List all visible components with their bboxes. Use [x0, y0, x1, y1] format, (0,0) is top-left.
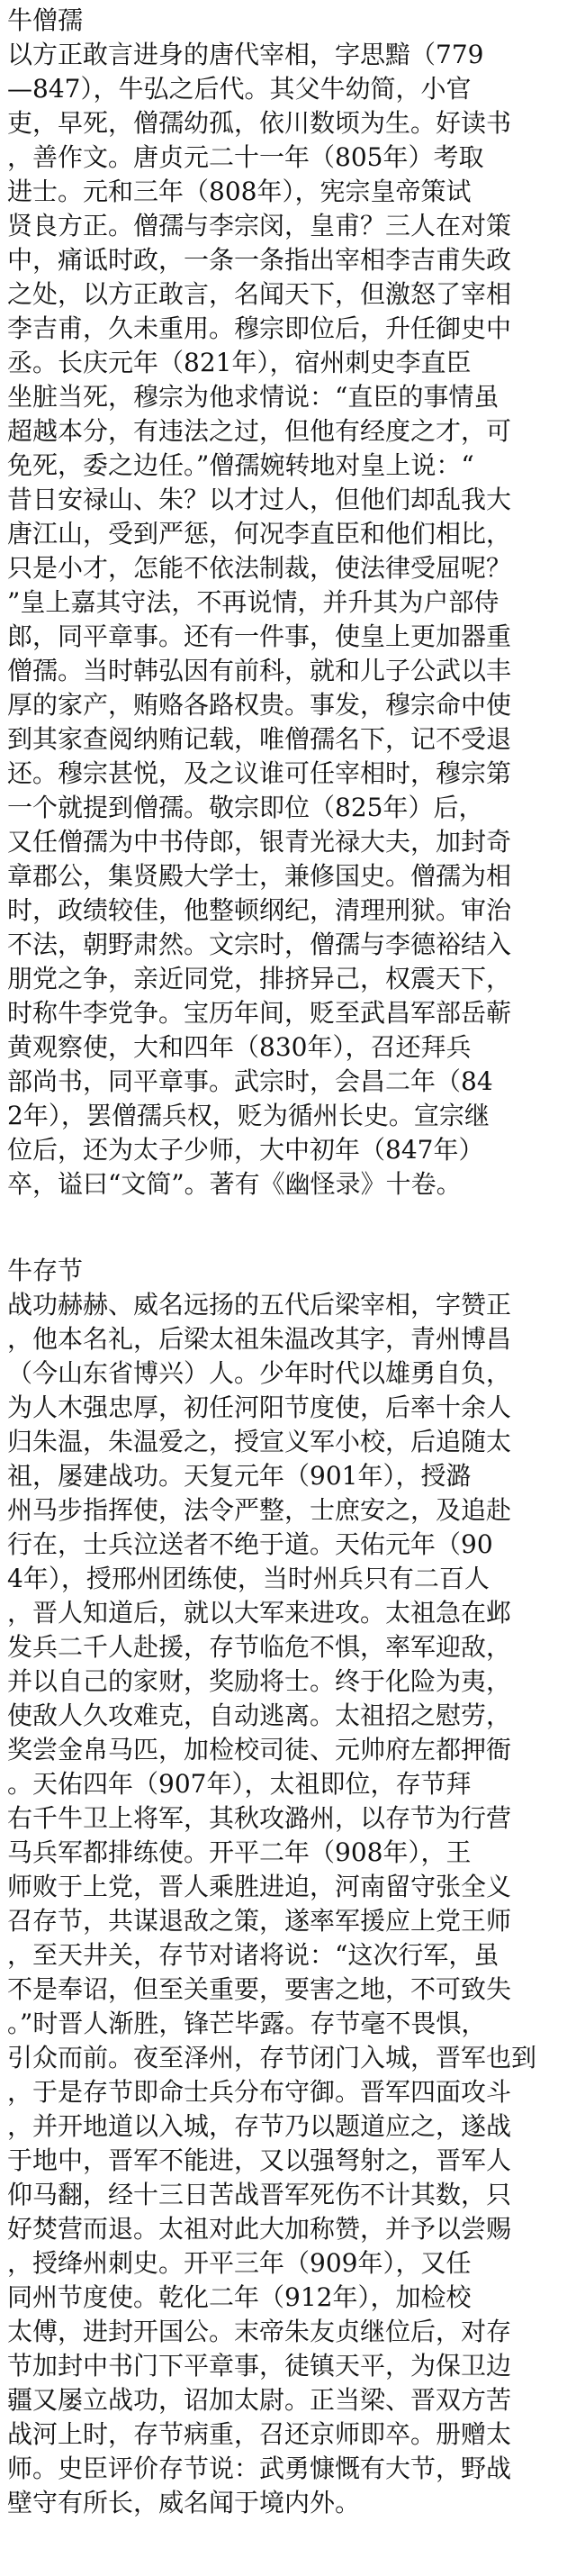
text-line: 为人木强忠厚，初任河阳节度使，后率十余人 [7, 1392, 512, 1422]
biography-niu-cunjie [7, 1254, 569, 2520]
text-line: ”皇上嘉其守法，不再说情，并升其为户部侍 [7, 587, 500, 617]
text-line: 位后，还为太子少师，大中初年（847年） [7, 1135, 484, 1165]
section-body [7, 1288, 569, 2520]
text-line: 以方正敢言进身的唐代宰相，字思黯（779 [7, 40, 484, 69]
text-line: 超越本分，有违法之过，但他有经度之才，可 [7, 416, 512, 446]
text-line: 好焚营而退。太祖对此大加称赞，并予以尝赐 [7, 2214, 512, 2244]
text-line: ，晋人知道后，就以大军来进攻。太祖急在邺 [7, 1598, 512, 1628]
text-line: 战功赫赫、威名远扬的五代后梁宰相，字赞正 [7, 1290, 512, 1320]
text-line: 只是小才，怎能不依法制裁，使法律受屈呢？ [7, 553, 512, 583]
text-line: 免死，委之边任。”僧孺婉转地对皇上说：“ [7, 450, 474, 480]
biography-niu-sengru [7, 4, 569, 1202]
text-line: ，他本名礼，后梁太祖朱温改其字，青州博昌 [7, 1324, 512, 1354]
text-line: 马兵军都排练使。开平二年（908年），王 [7, 1837, 472, 1867]
text-line: 召存节，共谋退敌之策，遂率军援应上党王师 [7, 1906, 512, 1936]
text-line: —847），牛弘之后代。其父牛幼简，小官 [7, 74, 472, 104]
text-line: ，并开地道以入城，存节乃以题道应之，遂战 [7, 2111, 512, 2141]
text-line: 到其家查阅纳贿记载，唯僧孺名下，记不受退 [7, 724, 512, 754]
text-line: 右千牛卫上将军，其秋攻潞州，以存节为行营 [7, 1803, 512, 1833]
text-line: 之处，以方正敢言，名闻天下，但激怒了宰相 [7, 279, 512, 309]
text-line: 贤良方正。僧孺与李宗闵，皇甫？三人在对策 [7, 211, 512, 240]
text-line: ，至天井关，存节对诸将说：“这次行军，虽 [7, 1940, 500, 1970]
text-line: 祖，屡建战功。天复元年（901年），授潞 [7, 1461, 472, 1491]
text-line: 行在，士兵泣送者不绝于道。天佑元年（90 [7, 1529, 493, 1559]
text-line: 厚的家产，贿赂各路权贵。事发，穆宗命中使 [7, 690, 512, 720]
text-line: 节加封中书门下平章事，徒镇天平，为保卫边 [7, 2351, 512, 2381]
text-line: 吏，早死，僧孺幼孤，依川数顷为生。好读书 [7, 108, 512, 138]
text-line: 中，痛诋时政，一条一条指出宰相李吉甫失政 [7, 245, 512, 275]
text-line: 师。史臣评价存节说：武勇慷慨有大节，野战 [7, 2454, 512, 2483]
text-line: 仰马翻，经十三日苦战晋军死伤不计其数，只 [7, 2180, 512, 2209]
section-title: 牛存节 [7, 1256, 84, 1285]
text-line: 坐脏当死，穆宗为他求情说：“直臣的事情虽 [7, 382, 500, 412]
text-line: 使敌人久攻难克，自动逃离。太祖招之慰劳， [7, 1701, 512, 1730]
text-line: 还。穆宗甚悦，及之议谁可任宰相时，穆宗第 [7, 758, 512, 788]
text-line: 疆又屡立战功，诏加太尉。正当梁、晋双方苦 [7, 2385, 512, 2415]
text-line: 时，政绩较佳，他整顿纲纪，清理刑狱。审治 [7, 895, 512, 925]
text-line: 不是奉诏，但至关重要，要害之地，不可致失 [7, 1974, 512, 2004]
section-body [7, 38, 569, 1202]
text-line: 进士。元和三年（808年），宪宗皇帝策试 [7, 177, 472, 206]
text-line: 一个就提到僧孺。敬宗即位（825年）后， [7, 793, 484, 822]
text-line: 李吉甫，久未重用。穆宗即位后，升任御史中 [7, 313, 512, 343]
text-line: 同州节度使。乾化二年（912年），加检校 [7, 2282, 472, 2312]
text-line: 发兵二千人赴援，存节临危不惧，率军迎敌， [7, 1632, 512, 1662]
text-line: 并以自己的家财，奖励将士。终于化险为夷， [7, 1666, 512, 1696]
text-line: 郎，同平章事。还有一件事，使皇上更加器重 [7, 621, 512, 651]
text-line: 又任僧孺为中书侍郎，银青光禄大夫，加封奇 [7, 827, 512, 857]
section-title: 牛僧孺 [7, 5, 84, 35]
text-line: ，善作文。唐贞元二十一年（805年）考取 [7, 142, 484, 172]
text-line: 。”时晋人渐胜，锋芒毕露。存节毫不畏惧， [7, 2009, 487, 2038]
text-line: 章郡公，集贤殿大学士，兼修国史。僧孺为相 [7, 861, 512, 891]
text-line: 州马步指挥使，法令严整，士庶安之，及追赴 [7, 1495, 512, 1525]
text-line: 唐江山，受到严惩，何况李直臣和他们相比， [7, 519, 512, 549]
text-line: 壁守有所长，威名闻于境内外。 [7, 2488, 361, 2517]
text-line: 战河上时，存节病重，召还京师即卒。册赠太 [7, 2419, 512, 2449]
text-line: （今山东省博兴）人。少年时代以雄勇自负， [7, 1358, 512, 1388]
text-line: 不法，朝野肃然。文宗时，僧孺与李德裕结入 [7, 930, 512, 959]
text-line: 卒，谥曰“文简”。著有《幽怪录》十卷。 [7, 1169, 462, 1199]
text-line: ，授绛州刺史。开平三年（909年），又任 [7, 2248, 472, 2278]
text-line: ，于是存节即命士兵分布守御。晋军四面攻斗 [7, 2077, 512, 2107]
text-line: 2年），罢僧孺兵权，贬为循州长史。宣宗继 [7, 1101, 490, 1130]
text-line: 太傅，进封开国公。末帝朱友贞继位后，对存 [7, 2317, 512, 2346]
text-line: 引众而前。夜至泽州，存节闭门入城，晋军也到 [7, 2043, 537, 2073]
text-line: 黄观察使，大和四年（830年），召还拜兵 [7, 1032, 472, 1062]
text-line: 丞。长庆元年（821年），宿州刺史李直臣 [7, 348, 472, 377]
text-line: 朋党之争，亲近同党，排挤异己，权震天下， [7, 964, 512, 993]
text-line: 昔日安禄山、朱？以才过人，但他们却乱我大 [7, 485, 512, 514]
text-line: 奖尝金帛马匹，加检校司徒、元帅府左都押衙 [7, 1735, 512, 1764]
text-line: 。天佑四年（907年），太祖即位，存节拜 [7, 1769, 472, 1799]
text-line: 僧孺。当时韩弘因有前科，就和儿子公武以丰 [7, 656, 512, 685]
text-line: 部尚书，同平章事。武宗时，会昌二年（84 [7, 1066, 493, 1096]
text-line: 归朱温，朱温爱之，授宣义军小校，后追随太 [7, 1427, 512, 1456]
text-line: 时称牛李党争。宝历年间，贬至武昌军部岳蕲 [7, 998, 512, 1028]
text-line: 4年），授邢州团练使，当时州兵只有二百人 [7, 1564, 490, 1593]
text-line: 于地中，晋军不能进，又以强弩射之，晋军人 [7, 2145, 512, 2175]
text-line: 师败于上党，晋人乘胜进迫，河南留守张全义 [7, 1872, 512, 1901]
